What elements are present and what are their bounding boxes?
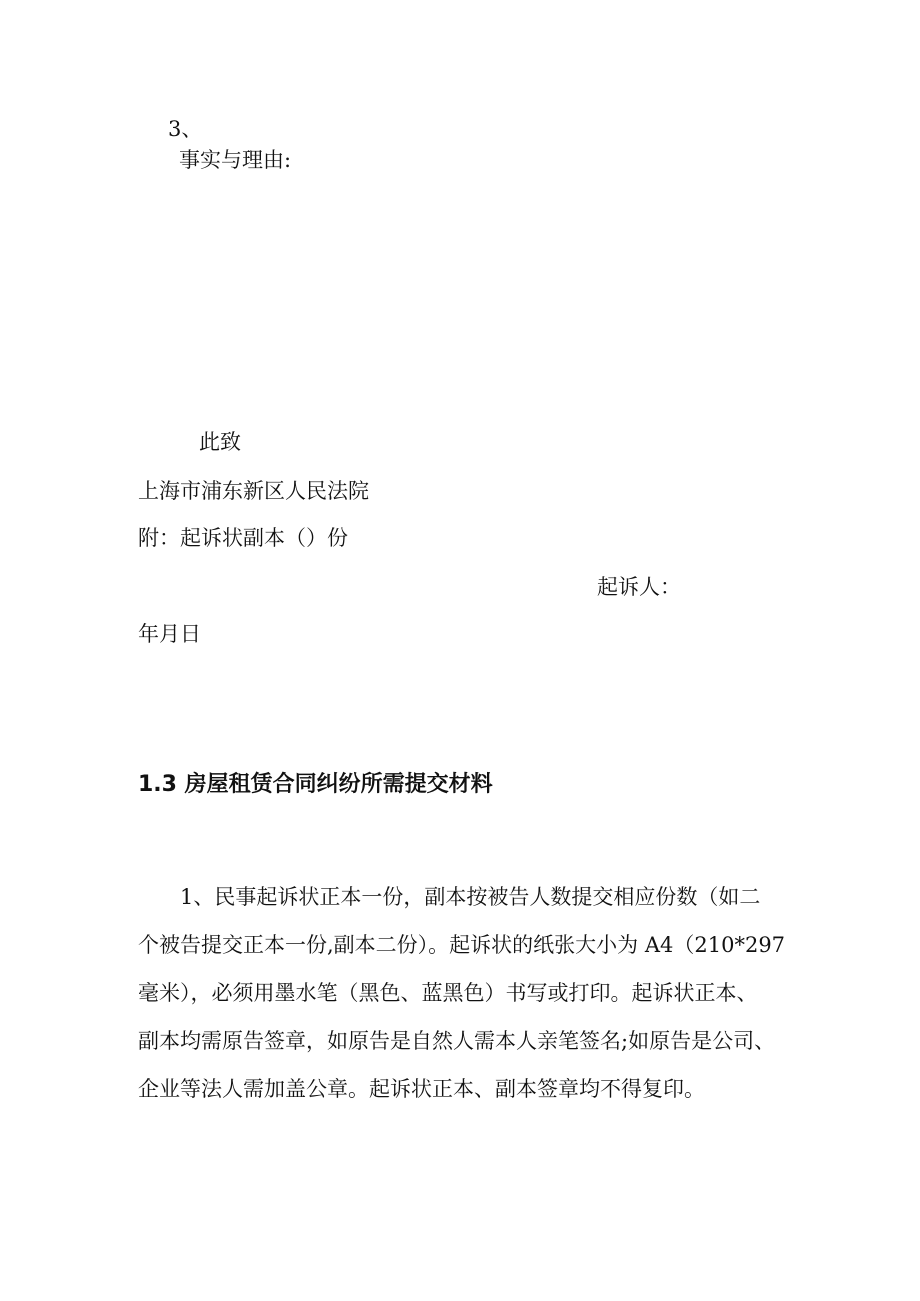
salutation-cizhi: 此致: [199, 430, 241, 454]
section-heading: 1.3 房屋租赁合同纠纷所需提交材料: [138, 772, 493, 797]
paragraph-line: 企业等法人需加盖公章。起诉状正本、副本签章均不得复印。: [138, 1077, 705, 1101]
court-name: 上海市浦东新区人民法院: [138, 479, 369, 503]
attachment-line: 附：起诉状副本（）份: [138, 526, 348, 550]
paragraph-line: 1、民事起诉状正本一份，副本按被告人数提交相应份数（如二: [180, 885, 761, 909]
paragraph-line: 个被告提交正本一份,副本二份）。起诉状的纸张大小为 A4（210*297: [138, 933, 786, 957]
date-line: 年月日: [138, 622, 201, 646]
paragraph-line: 副本均需原告签章，如原告是自然人需本人亲笔签名;如原告是公司、: [138, 1029, 776, 1053]
facts-and-reasons-label: 事实与理由:: [179, 148, 292, 172]
item-number: 3、: [168, 117, 203, 141]
plaintiff-signature-label: 起诉人：: [597, 575, 681, 599]
paragraph-line: 毫米），必须用墨水笔（黑色、蓝黑色）书写或打印。起诉状正本、: [138, 981, 758, 1005]
requirements-paragraph: [138, 882, 790, 1122]
